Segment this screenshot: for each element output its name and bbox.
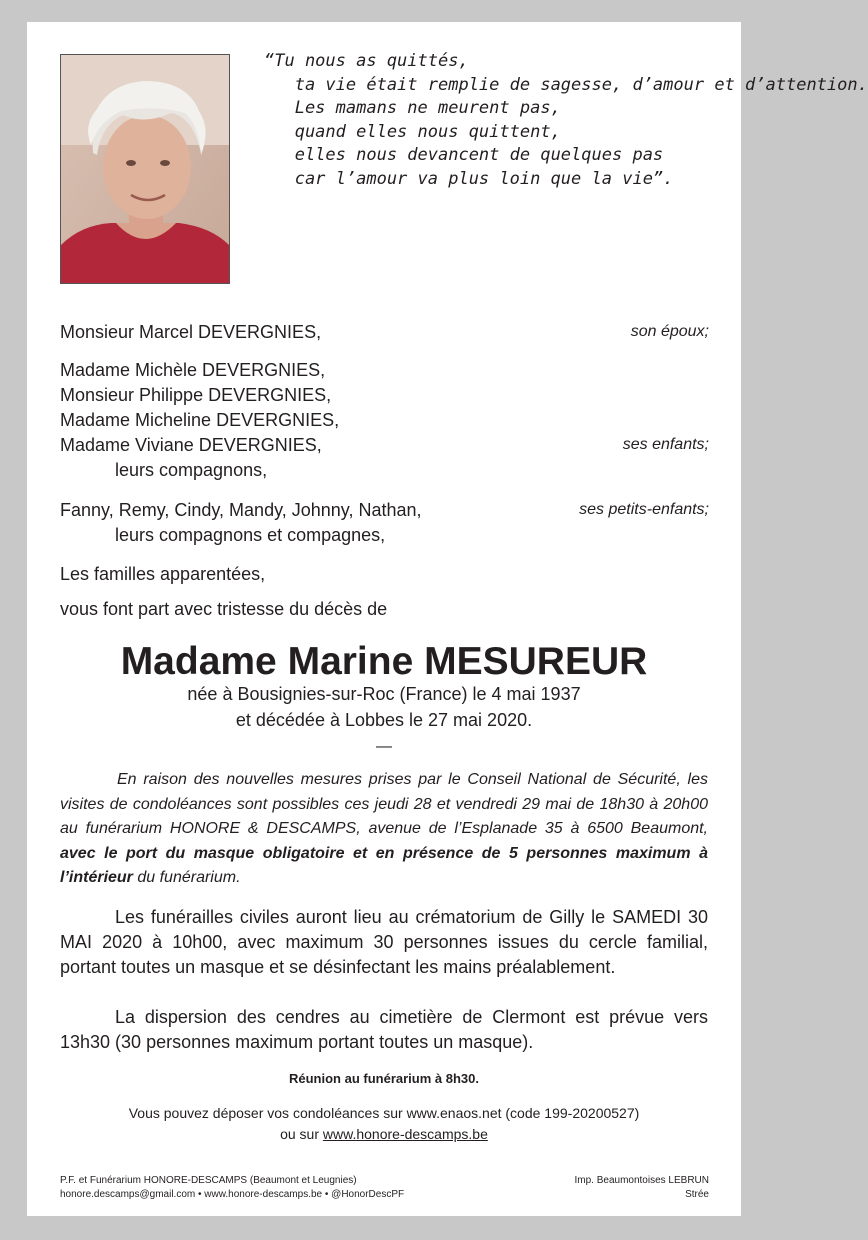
relatives-line: Les familles apparentées, bbox=[60, 564, 266, 584]
website-link[interactable]: www.honore-descamps.be bbox=[322, 1126, 488, 1142]
notice-text: En raison des nouvelles mesures prises par le Conseil National de Sécurité, les visites de condoléances sont possibles ces jeudi 28 et vendredi 29 mai de 18h30 à 20h00 au funérarium HONORE & DESCAMPS, avenue de l’Esplanade 35 à 6500 Beaumont, bbox=[60, 771, 708, 837]
dispersion-paragraph: La dispersion des cendres au cimetière de Clermont est prévue vers 13h30 (30 personnes maximum portant toutes un masque). bbox=[60, 1007, 708, 1052]
obituary-card bbox=[27, 22, 868, 1216]
death-line: et décédée à Lobbes le 27 mai 2020. bbox=[235, 710, 533, 730]
condolences-prefix: ou sur bbox=[280, 1126, 323, 1142]
funeral-paragraph: Les funérailles civiles auront lieu au crématorium de Gilly le SAMEDI 30 MAI 2020 à 10h00, avec maximum 30 personnes issues du cercle familial, portant toutes un masque et se désinfectant les mains préalablement. bbox=[60, 907, 708, 977]
child-name: Madame Viviane DEVERGNIES, bbox=[60, 435, 322, 455]
footer-right bbox=[574, 1174, 709, 1202]
child-name: Monsieur Philippe DEVERGNIES, bbox=[60, 385, 332, 405]
birth-line: née à Bousignies-sur-Roc (France) le 4 mai 1937 bbox=[187, 684, 581, 704]
condolences-line: Vous pouvez déposer vos condoléances sur www.enaos.net (code 199-20200527) bbox=[128, 1105, 640, 1121]
notice-bold: avec le port du masque obligatoire et en présence de 5 personnes maximum à l’intérieur bbox=[60, 844, 708, 886]
deceased-name: Madame Marine MESUREUR bbox=[120, 640, 648, 683]
child-name: Madame Michèle DEVERGNIES, bbox=[60, 360, 326, 380]
separator-dash: — bbox=[376, 738, 392, 755]
notice-end: du funérarium. bbox=[132, 869, 241, 886]
children-list bbox=[60, 358, 339, 483]
footer-contacts: honore.descamps@gmail.com • www.honore-descamps.be • @HonorDescPF bbox=[60, 1189, 405, 1200]
grandchildren-partners: leurs compagnons et compagnes, bbox=[115, 525, 386, 545]
portrait-photo bbox=[60, 54, 230, 284]
condolences-link-line bbox=[27, 1126, 741, 1142]
visitation-notice bbox=[60, 768, 708, 891]
grandchildren-role: ses petits-enfants; bbox=[579, 501, 709, 518]
spouse-role: son époux; bbox=[630, 323, 709, 340]
grandchildren-names: Fanny, Remy, Cindy, Mandy, Johnny, Nathan, bbox=[60, 500, 422, 520]
announce-line: vous font part avec tristesse du décès de bbox=[60, 599, 388, 619]
children-role: ses enfants; bbox=[622, 436, 709, 453]
children-partners: leurs compagnons, bbox=[115, 460, 268, 480]
memorial-poem: “Tu nous as quittés, ta vie était remplie de sagesse, d’amour et d’attention. Les mamans ne meurent pas, quand elles nous quittent, elles nous devancent de quelques pas car l’amour va plus loin que la vie”. bbox=[264, 51, 868, 189]
meeting-line: Réunion au funérarium à 8h30. bbox=[289, 1071, 479, 1086]
footer-printer-town: Strée bbox=[685, 1189, 709, 1200]
footer-printer: Imp. Beaumontoises LEBRUN bbox=[574, 1175, 709, 1186]
footer-company: P.F. et Funérarium HONORE-DESCAMPS (Beaumont et Leugnies) bbox=[60, 1175, 357, 1186]
footer-left bbox=[60, 1174, 404, 1202]
spouse-name: Monsieur Marcel DEVERGNIES, bbox=[60, 322, 322, 342]
child-name: Madame Micheline DEVERGNIES, bbox=[60, 410, 340, 430]
